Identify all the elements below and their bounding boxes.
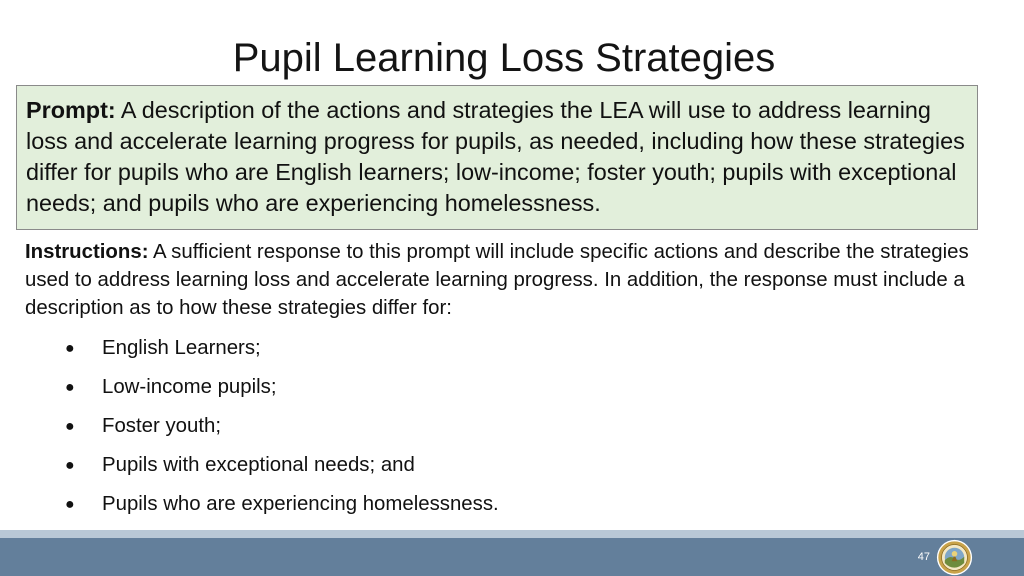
instructions-text: A sufficient response to this prompt will include specific actions and describe the strategies used to address learning loss and accelerate learning progress. In addition, the response must include a description as to how these strategies differ for: xyxy=(25,241,969,319)
prompt-text: A description of the actions and strategies the LEA will use to address learning loss and accelerate learning progress for pupils, as needed, including how these strategies differ for pupils who are English learners; low-income; foster youth; pupils with exceptional needs; and pupils who are experiencing homelessness. xyxy=(26,97,965,216)
bullet-text: Pupils who are experiencing homelessness. xyxy=(102,493,499,515)
bullet-icon: ● xyxy=(65,417,75,435)
bullet-icon: ● xyxy=(65,378,75,396)
bullet-list xyxy=(60,329,760,524)
bullet-icon: ● xyxy=(65,339,75,357)
slide-title: Pupil Learning Loss Strategies xyxy=(232,36,776,80)
state-seal-icon xyxy=(936,539,973,576)
bullet-text: Foster youth; xyxy=(102,415,221,437)
instructions-label: Instructions: xyxy=(25,241,149,263)
list-item xyxy=(60,446,760,485)
prompt-box xyxy=(16,85,978,230)
list-item xyxy=(60,329,760,368)
list-item xyxy=(60,368,760,407)
list-item xyxy=(60,407,760,446)
bullet-text: Low-income pupils; xyxy=(102,376,277,398)
bullet-text: English Learners; xyxy=(102,337,261,359)
list-item xyxy=(60,485,760,524)
instructions-paragraph xyxy=(25,238,985,322)
prompt-label: Prompt: xyxy=(26,97,116,123)
bullet-text: Pupils with exceptional needs; and xyxy=(102,454,415,476)
bullet-icon: ● xyxy=(65,495,75,513)
page-number: 47 xyxy=(917,551,930,563)
footer-bar xyxy=(0,538,1024,576)
bullet-icon: ● xyxy=(65,456,75,474)
footer-strip xyxy=(0,530,1024,538)
